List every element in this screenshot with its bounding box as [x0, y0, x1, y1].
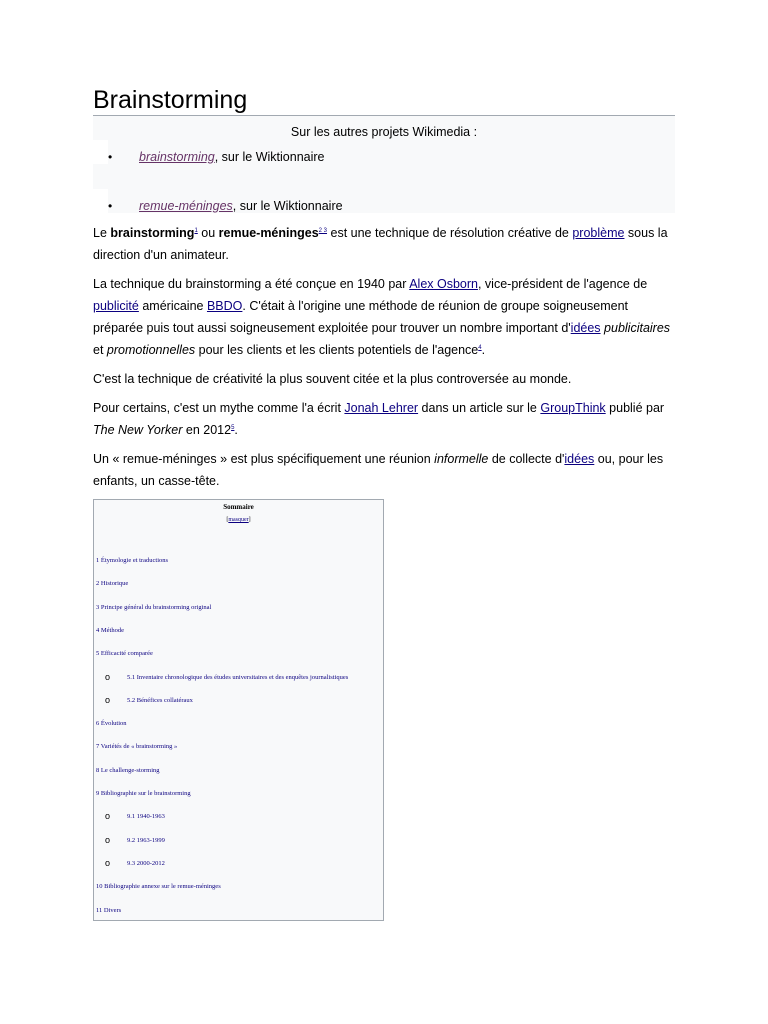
paragraph-remue-meninges	[93, 448, 675, 492]
italic-text: informelle	[434, 452, 489, 466]
text: La technique du brainstorming a été conçue en 1940 par	[93, 277, 410, 291]
bold-term: brainstorming	[110, 226, 195, 240]
text: sous la direction d'un animateur.	[93, 226, 668, 262]
text: en 2012	[182, 423, 232, 437]
text: , vice-président de l'agence de	[477, 277, 648, 291]
toc-item[interactable]: 3 Principe général du brainstorming original	[96, 603, 212, 611]
text: ou, pour les enfants, un casse-tête.	[93, 452, 664, 488]
text: . C'était à l'origine une méthode de réunion de groupe soigneusement préparée puis tout aussi soigneusement exploitée pour trouver un nombre important d'	[93, 299, 628, 335]
link-wiktionary-remue-meninges[interactable]: remue-méninges	[139, 199, 233, 213]
italic-text: publicitaires	[600, 321, 671, 335]
text: pour les clients et les clients potentiels de l'agence	[195, 343, 479, 357]
toc-toggle-bracket: [	[226, 517, 229, 523]
sister-band	[93, 189, 108, 213]
toc-item[interactable]: 2 Historique	[96, 580, 129, 588]
toc-item[interactable]: 11 Divers	[96, 906, 122, 914]
sister-item-wiktionary-remue-meninges	[108, 199, 343, 213]
bold-term: remue-méninges	[218, 226, 319, 240]
link-bbdo[interactable]: BBDO	[206, 299, 243, 313]
toc-item[interactable]: 5.1 Inventaire chronologique des études universitaires et des enquêtes journalistiques	[127, 673, 349, 681]
sister-item-suffix: , sur le Wiktionnaire	[214, 150, 325, 164]
text: américaine	[138, 299, 207, 313]
reference-link[interactable]: 2 3	[318, 227, 328, 234]
toc-sublevel-bullet-icon: o	[105, 811, 111, 822]
table-of-contents	[93, 499, 384, 921]
toc-item[interactable]: 4 Méthode	[96, 626, 124, 634]
toc-item[interactable]: 1 Étymologie et traductions	[96, 557, 169, 564]
text: Pour certains, c'est un mythe comme l'a écrit	[93, 401, 345, 415]
toc-item[interactable]: 7 Variétés de « brainstorming »	[96, 743, 178, 751]
sister-projects-heading: Sur les autres projets Wikimedia :	[290, 125, 478, 139]
toc-item[interactable]: 9.2 1963-1999	[127, 836, 165, 844]
paragraph-history	[93, 273, 675, 361]
article	[93, 86, 675, 921]
text: dans un article sur le	[418, 401, 541, 415]
paragraph-intro	[93, 222, 675, 266]
toc-item[interactable]: 9.3 2000-2012	[127, 859, 165, 867]
text: est une technique de résolution créative de	[327, 226, 573, 240]
toc-item[interactable]: 5.2 Bénéfices collatéraux	[127, 696, 193, 704]
paragraph-myth	[93, 397, 675, 441]
link-idees[interactable]: idées	[570, 321, 601, 335]
text: et	[93, 343, 107, 357]
toc-sublevel-bullet-icon: o	[105, 834, 111, 845]
reference-link[interactable]: 1	[194, 227, 198, 234]
link-publicite[interactable]: publicité	[93, 299, 139, 313]
text: Un « remue-méninges » est plus spécifiquement une réunion	[93, 452, 435, 466]
toc-item[interactable]: 10 Bibliographie annexe sur le remue-méninges	[96, 883, 221, 891]
link-alex-osborn[interactable]: Alex Osborn	[409, 277, 478, 291]
bullet-icon: •	[108, 199, 113, 213]
reference-link[interactable]: 4	[478, 344, 482, 351]
paragraph-popularity: C'est la technique de créativité la plus souvent citée et la plus controversée au monde.	[93, 372, 572, 386]
toc-sublevel-bullet-icon: o	[105, 671, 111, 682]
link-probleme[interactable]: problème	[572, 226, 625, 240]
text: .	[234, 423, 238, 437]
page-title: Brainstorming	[93, 86, 675, 116]
sister-projects-box	[93, 116, 675, 213]
toc-sublevel-bullet-icon: o	[105, 694, 111, 705]
toc-toggle	[94, 517, 383, 523]
reference-link[interactable]: 5	[231, 424, 235, 431]
sister-item-suffix: , sur le Wiktionnaire	[232, 199, 343, 213]
link-groupthink[interactable]: GroupThink	[540, 401, 606, 415]
toc-item[interactable]: 9 Bibliographie sur le brainstorming	[96, 790, 191, 797]
toc-item[interactable]: 9.1 1940-1963	[127, 813, 165, 821]
toc-item[interactable]: 8 Le challenge-storming	[96, 766, 160, 774]
italic-text: promotionnelles	[106, 343, 196, 357]
italic-text: The New Yorker	[93, 423, 183, 437]
bullet-icon: •	[108, 150, 113, 164]
link-jonah-lehrer[interactable]: Jonah Lehrer	[344, 401, 419, 415]
sister-item-wiktionary-brainstorming	[108, 150, 325, 164]
toc-item[interactable]: 6 Évolution	[96, 720, 127, 728]
text: ou	[197, 226, 219, 240]
text: de collecte d'	[488, 452, 565, 466]
text: publié par	[605, 401, 665, 415]
link-idees[interactable]: idées	[564, 452, 595, 466]
toc-toggle-bracket: ]	[248, 517, 251, 523]
sister-band	[93, 140, 108, 164]
toc-sublevel-bullet-icon: o	[105, 857, 111, 868]
toc-item[interactable]: 5 Efficacité comparée	[96, 650, 153, 658]
link-wiktionary-brainstorming[interactable]: brainstorming	[139, 150, 215, 164]
text: Le	[93, 226, 111, 240]
toc-hide-button[interactable]: masquer	[228, 517, 249, 523]
toc-title: Sommaire	[223, 503, 254, 511]
text: .	[481, 343, 486, 357]
